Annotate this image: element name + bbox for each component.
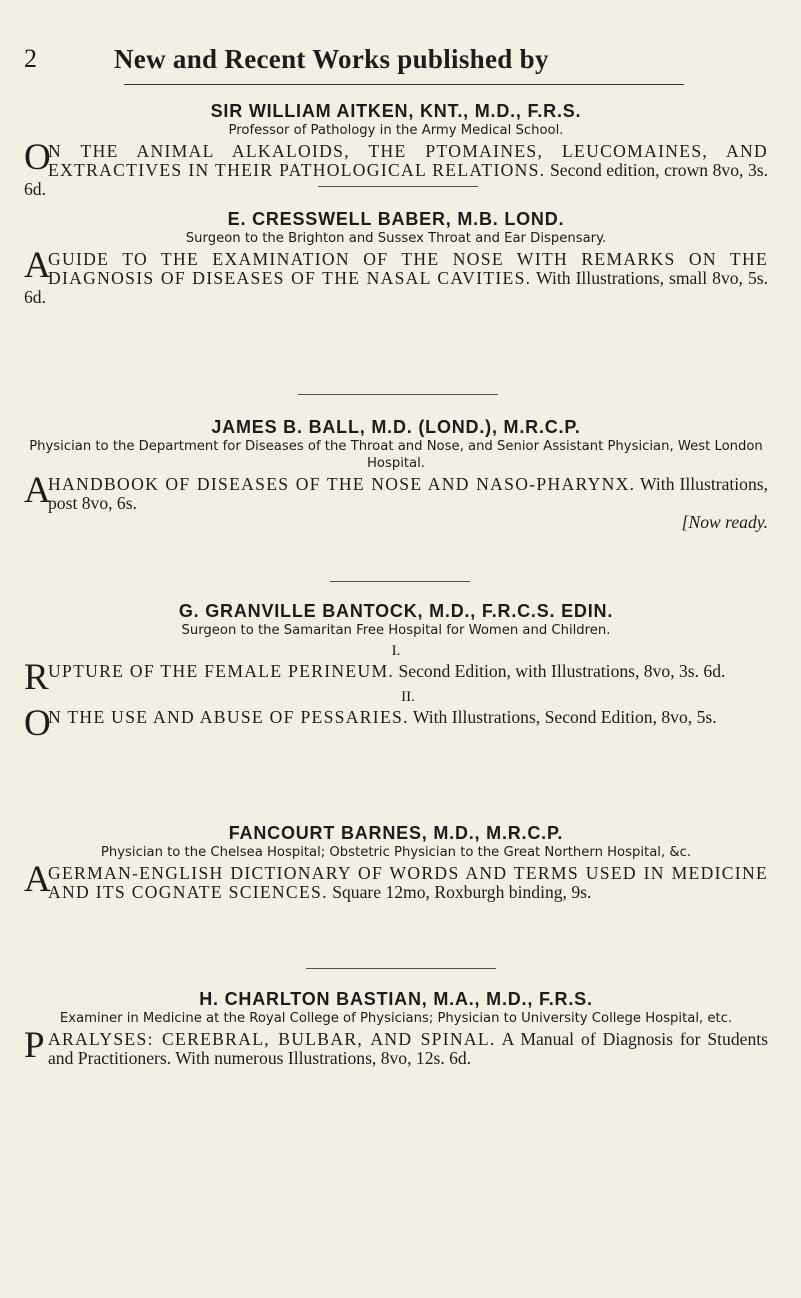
book-listing (24, 1025, 768, 1068)
drop-cap: O (24, 703, 51, 744)
drop-cap: A (24, 859, 51, 900)
book-listing (24, 859, 768, 902)
section-divider (306, 968, 496, 969)
section-divider (330, 581, 470, 582)
author-name: H. CHARLTON BASTIAN, M.A., M.D., F.R.S. (199, 989, 593, 1009)
entry-bastian (24, 988, 768, 1068)
book-title: N THE USE AND ABUSE OF PESSARIES. (48, 707, 409, 727)
author-description: Surgeon to the Samaritan Free Hospital for Women and Children. (181, 623, 611, 638)
book-title: ARALYSES: CEREBRAL, BULBAR, AND SPINAL. (48, 1029, 496, 1049)
drop-cap: O (24, 137, 51, 178)
author-name: FANCOURT BARNES, M.D., M.R.C.P. (228, 823, 564, 843)
availability-note: [Now ready. (681, 512, 768, 532)
page-header (24, 44, 784, 88)
section-divider (318, 186, 478, 187)
author-name: SIR WILLIAM AITKEN, KNT., M.D., F.R.S. (210, 101, 582, 121)
book-listing (24, 245, 769, 307)
book-listing (24, 703, 768, 744)
book-details: A Manual of Diagnosis for Students and Practitioners. With numerous Illustrations, 8vo, 12s. 6d. (48, 1029, 768, 1068)
book-title: UPTURE OF THE FEMALE PERINEUM. (48, 661, 395, 681)
book-title: GERMAN-ENGLISH DICTIONARY OF WORDS AND TERMS USED IN MEDICINE AND ITS COGNATE SCIENCES. (48, 863, 768, 902)
author-name: JAMES B. BALL, M.D. (LOND.), M.R.C.P. (211, 417, 581, 437)
book-details: With Illustrations, post 8vo, 6s. (48, 474, 768, 513)
section-divider (298, 394, 498, 395)
author-description: Professor of Pathology in the Army Medical School. (228, 123, 564, 138)
author-name: G. GRANVILLE BANTOCK, M.D., F.R.C.S. EDIN. (178, 601, 614, 621)
book-details: Second edition, crown 8vo, 3s. 6d. (24, 160, 768, 199)
work-numeral: II. (401, 689, 415, 705)
author-description: Physician to the Chelsea Hospital; Obstetric Physician to the Great Northern Hospital, &c. (100, 845, 692, 860)
drop-cap: A (24, 470, 51, 511)
book-title: GUIDE TO THE EXAMINATION OF THE NOSE WITH REMARKS ON THE DIAGNOSIS OF DISEASES OF THE NASAL CAVITIES. (48, 249, 768, 288)
entry-ball (24, 416, 768, 532)
book-title: HANDBOOK OF DISEASES OF THE NOSE AND NASO-PHARYNX. (48, 474, 636, 494)
book-details: With Illustrations, small 8vo, 5s. 6d. (24, 268, 769, 307)
author-description: Physician to the Department for Diseases of the Throat and Nose, and Senior Assistant Physician, West London Hospital. (29, 439, 763, 471)
book-details: Second Edition, with Illustrations, 8vo, 3s. 6d. (394, 661, 726, 681)
header-rule (124, 84, 684, 85)
book-listing (24, 137, 768, 199)
author-name: E. CRESSWELL BABER, M.B. LOND. (227, 209, 565, 229)
running-head: New and Recent Works published by (114, 44, 549, 74)
entry-barnes (24, 822, 768, 902)
book-details: Square 12mo, Roxburgh binding, 9s. (327, 882, 592, 902)
entry-bantock (24, 600, 768, 744)
drop-cap: R (24, 657, 49, 698)
entry-aitken (24, 100, 768, 199)
drop-cap: A (24, 245, 51, 286)
book-title: N THE ANIMAL ALKALOIDS, THE PTOMAINES, LEUCOMAINES, AND EXTRACTIVES IN THEIR PATHOLOGICAL RELATIONS. (48, 141, 768, 180)
page-number: 2 (24, 44, 37, 73)
work-numeral: I. (391, 643, 401, 659)
book-listing (24, 470, 768, 513)
author-description: Examiner in Medicine at the Royal College of Physicians; Physician to University College Hospital, etc. (59, 1011, 733, 1026)
author-description: Surgeon to the Brighton and Sussex Throat and Ear Dispensary. (185, 231, 607, 246)
entry-baber (24, 208, 768, 307)
book-details: With Illustrations, Second Edition, 8vo, 5s. (408, 707, 717, 727)
drop-cap: P (24, 1025, 45, 1066)
